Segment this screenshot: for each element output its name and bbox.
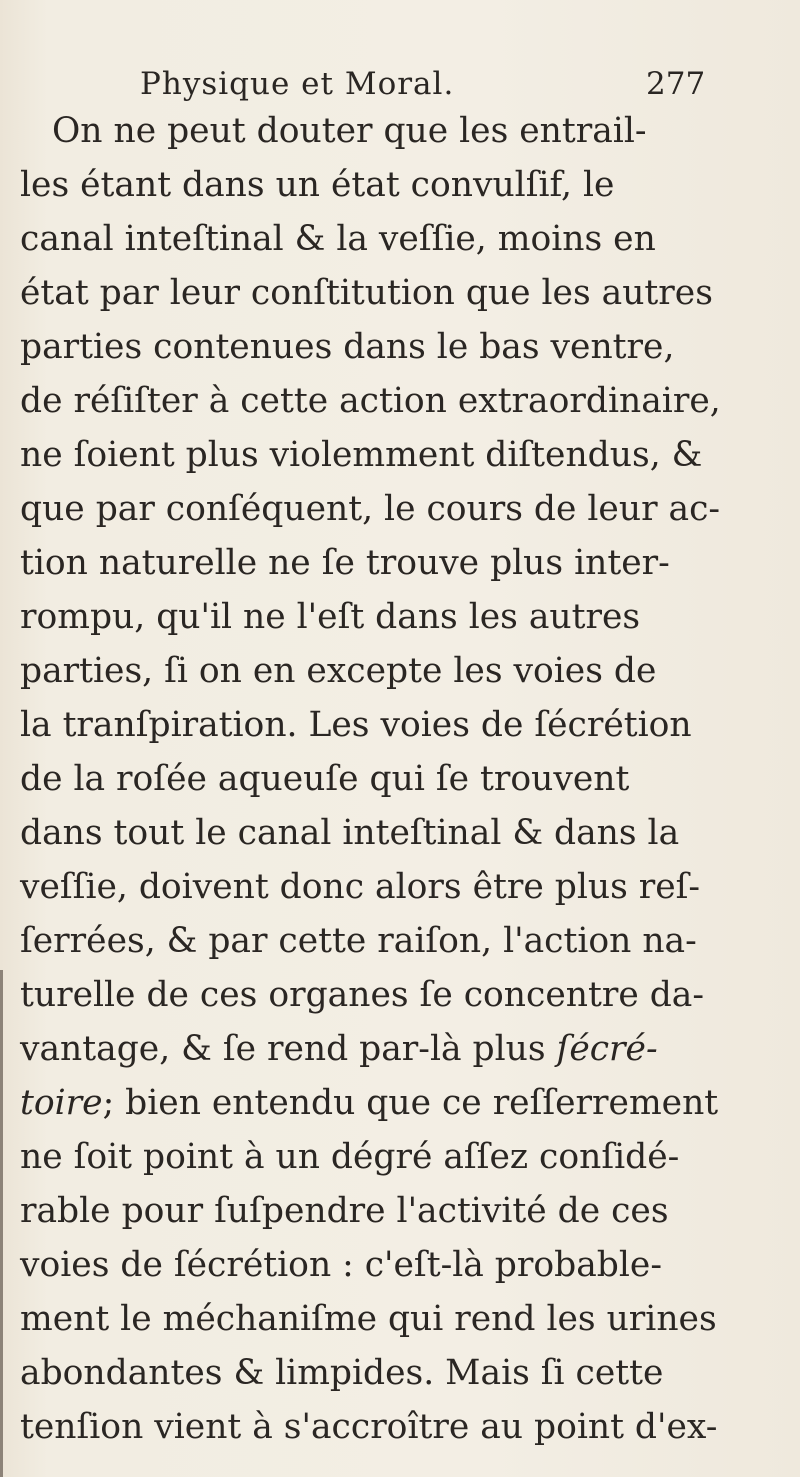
text-line: dans tout le canal inteſtinal & dans la [20,813,680,853]
text-line [20,1076,718,1130]
text-line: abondantes & limpides. Mais ſi cette [20,1353,664,1393]
running-title: Physique et Moral. [140,66,455,102]
text-line: turelle de ces organes ſe concentre da- [20,975,705,1015]
text-line: rable pour ſuſpendre l'activité de ces [20,1191,669,1231]
text-line: veſſie, doivent donc alors être plus reſ- [20,867,701,907]
text-line: parties contenues dans le bas ventre, [20,327,675,367]
text-line: tion naturelle ne ſe trouve plus inter- [20,543,670,583]
text-line: rompu, qu'il ne l'eſt dans les autres [20,597,641,637]
text-line: que par conſéquent, le cours de leur ac- [20,489,721,529]
text-line: tenſion vient à s'accroître au point d'ex- [20,1407,718,1447]
text-line [20,1022,658,1076]
text-run: vantage, & ſe rend par-là plus [20,1029,546,1069]
text-line: canal inteſtinal & la veſſie, moins en [20,219,656,259]
text-line: la tranſpiration. Les voies de ſécrétion [20,705,692,745]
text-line: de réſiſter à cette action extraordinaire, [20,381,721,421]
text-line: état par leur conſtitution que les autres [20,273,713,313]
text-line: de la roſée aqueuſe qui ſe trouvent [20,759,630,799]
text-line: les étant dans un état convulſif, le [20,165,615,205]
italic-word: toire [20,1083,103,1123]
italic-word: ſécré- [556,1029,658,1069]
text-line: ne ſoient plus violemment diſtendus, & [20,435,703,475]
page-edge-divider [0,970,3,1477]
text-run: ; bien entendu que ce reſſerrement [102,1083,719,1123]
text-line: parties, ſi on en excepte les voies de [20,651,657,691]
page-number: 277 [646,66,706,102]
text-line: voies de ſécrétion : c'eſt-là probable- [20,1245,662,1285]
text-line: ment le méchaniſme qui rend les urines [20,1299,717,1339]
text-line: On ne peut douter que les entrail- [52,111,647,151]
text-line: ſerrées, & par cette raiſon, l'action na- [20,921,697,961]
text-line: ne ſoit point à un dégré aſſez conſidé- [20,1137,680,1177]
